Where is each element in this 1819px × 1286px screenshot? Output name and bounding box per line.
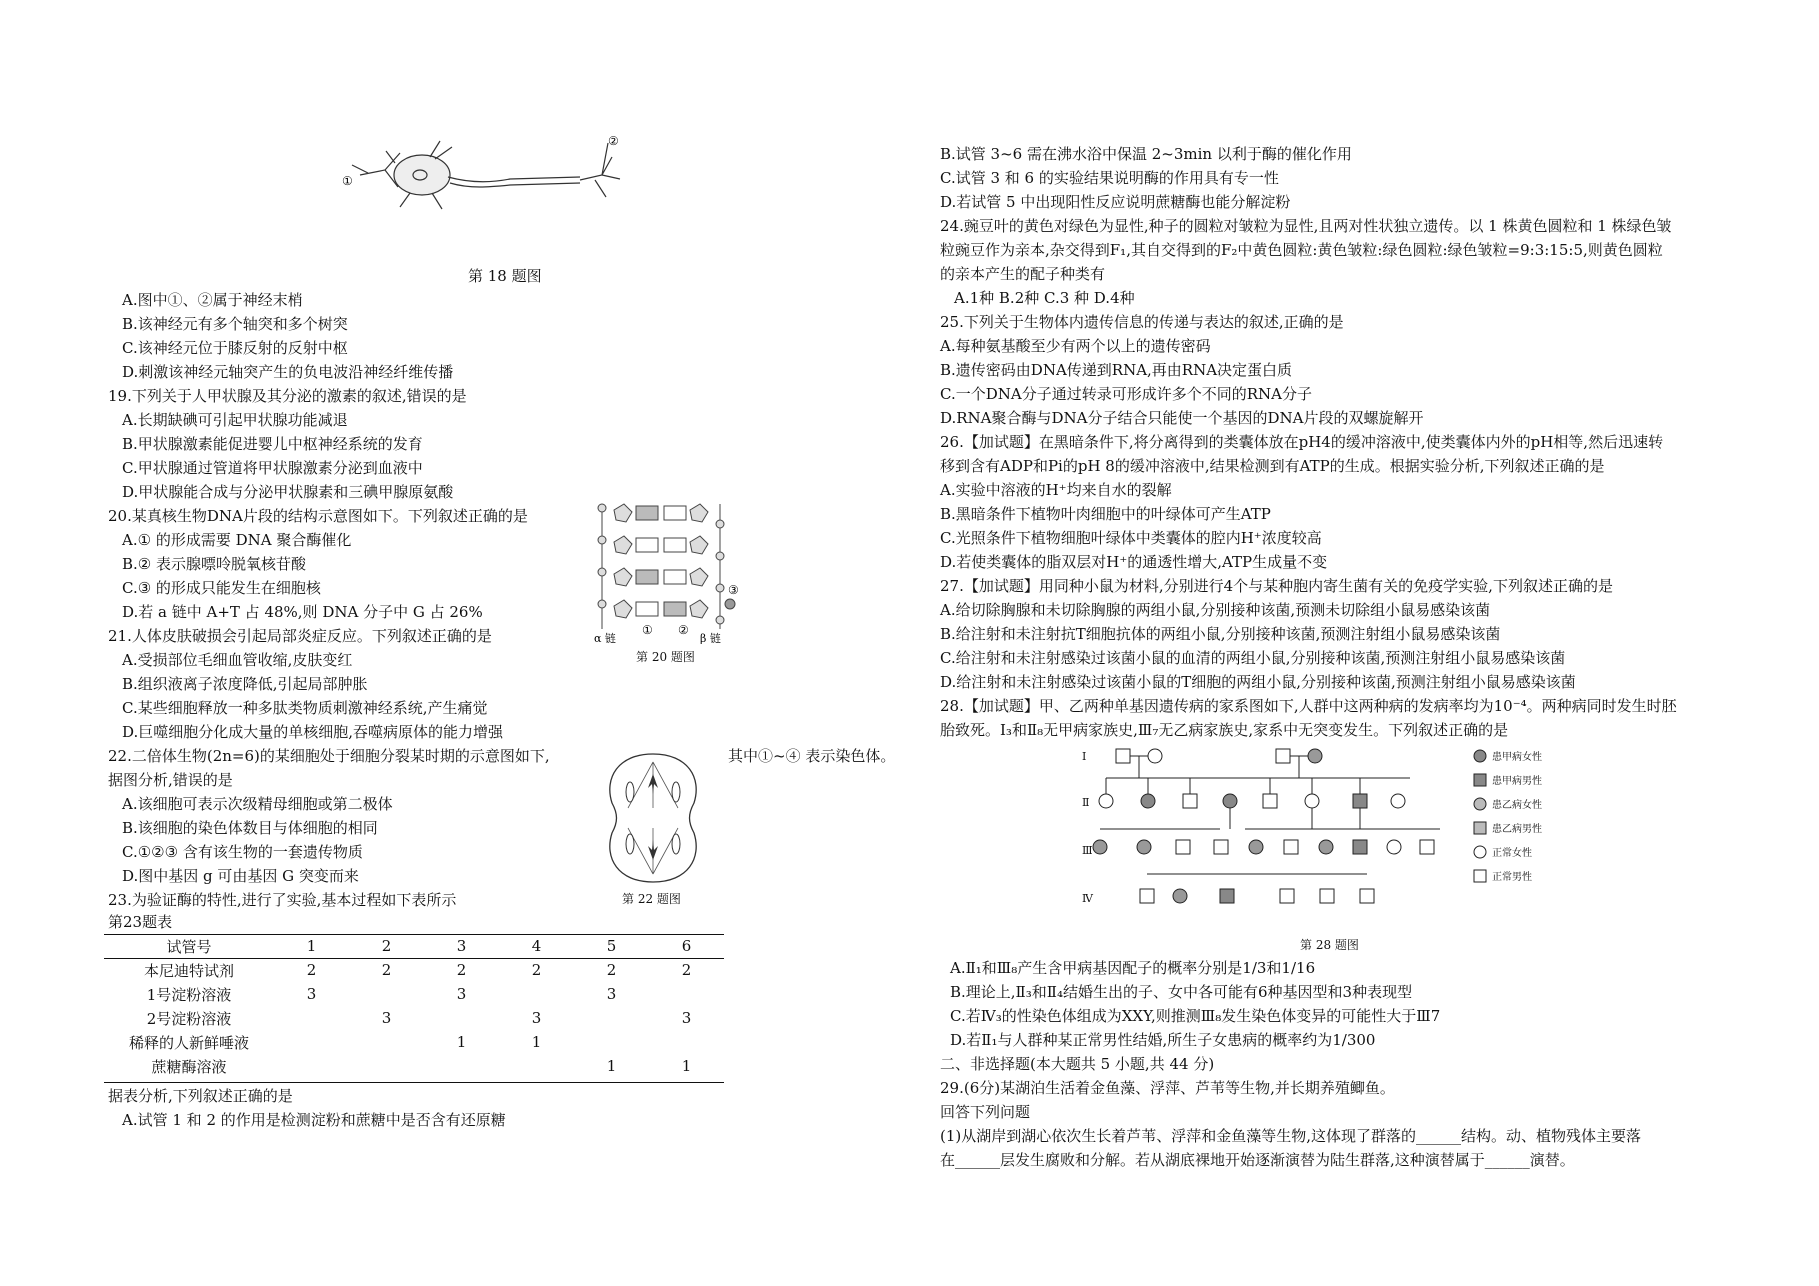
reagent-table — [104, 934, 724, 1078]
right-line: 粒豌豆作为亲本,杂交得到F₁,其自交得到的F₂中黄色圆粒:黄色皱粒:绿色圆粒:绿色皱粒=9:3:15:5,则黄色圆粒 — [940, 241, 1663, 259]
table-cell: 1 — [606, 1057, 617, 1075]
table-cell: 3 — [456, 985, 467, 1003]
header-cell: 5 — [606, 937, 617, 955]
table-cell: 3 — [381, 1009, 392, 1027]
right-line: (1)从湖岸到湖心依次生长着芦苇、浮萍和金鱼藻等生物,这体现了群落的______结构。动、植物残体主要落 — [940, 1127, 1642, 1145]
right-line: 28.【加试题】甲、乙两种单基因遗传病的家系图如下,人群中这两种病的发病率均为10⁻⁴。两种病同时发生时胚 — [940, 697, 1677, 715]
label-c2: ② — [678, 623, 689, 637]
right-line: 26.【加试题】在黑暗条件下,将分离得到的类囊体放在pH4的缓冲溶液中,使类囊体内外的pH相等,然后迅速转 — [940, 433, 1664, 451]
pedigree-figure — [1080, 744, 1560, 934]
fig18-caption: 第 18 题图 — [468, 267, 542, 285]
table-cell: 3 — [531, 1009, 542, 1027]
q18-option-a: A.图中①、②属于神经末梢 — [122, 291, 303, 309]
q22-option-b: B.该细胞的染色体数目与体细胞的相同 — [122, 819, 378, 837]
table-row — [104, 1054, 724, 1078]
right-line: D.若Ⅱ₁与人群种某正常男性结婚,所生子女患病的概率约为1/300 — [950, 1031, 1376, 1049]
q22-option-c: C.①②③ 含有该生物的一套遗传物质 — [122, 843, 363, 861]
table-row — [104, 958, 724, 982]
q21-option-a: A.受损部位毛细血管收缩,皮肤变红 — [122, 651, 353, 669]
header-cell: 2 — [381, 937, 392, 955]
table-cell — [349, 982, 424, 1006]
header-cell: 3 — [456, 937, 467, 955]
right-line: D.RNA聚合酶与DNA分子结合只能使一个基因的DNA片段的双螺旋解开 — [940, 409, 1424, 427]
table-cell — [574, 1006, 649, 1030]
right-line: B.黑暗条件下植物叶肉细胞中的叶绿体可产生ATP — [940, 505, 1271, 523]
table-cell: 2 — [381, 961, 392, 979]
neuron-figure — [340, 135, 660, 215]
header-cell: 4 — [531, 937, 542, 955]
fig28-caption: 第 28 题图 — [1300, 938, 1359, 952]
legend-b-male: 患乙病男性 — [1492, 824, 1542, 835]
q21-option-b: B.组织液离子浓度降低,引起局部肿胀 — [122, 675, 368, 693]
q19-option-a: A.长期缺碘可引起甲状腺功能减退 — [122, 411, 348, 429]
table-row — [104, 1006, 724, 1030]
q19-stem: 19.下列关于人甲状腺及其分泌的激素的叙述,错误的是 — [108, 387, 467, 405]
header-cell: 6 — [681, 937, 692, 955]
gen-label-2: Ⅱ — [1082, 796, 1090, 809]
right-line: 胎致死。Ⅰ₃和Ⅱ₈无甲病家族史,Ⅲ₇无乙病家族史,家系中无突变发生。下列叙述正确的是 — [940, 721, 1509, 739]
q21-option-d: D.巨噬细胞分化成大量的单核细胞,吞噬病原体的能力增强 — [122, 723, 504, 741]
table-cell: 1 — [681, 1057, 692, 1075]
right-line: 在______层发生腐败和分解。若从湖底裸地开始逐渐演替为陆生群落,这种演替属于______演替。 — [940, 1151, 1575, 1169]
q20-option-a: A.① 的形成需要 DNA 聚合酶催化 — [122, 531, 352, 549]
dna-figure — [592, 494, 742, 644]
table-cell: 1 — [531, 1033, 542, 1051]
right-line: B.理论上,Ⅱ₃和Ⅱ₄结婚生出的子、女中各可能有6种基因型和3种表现型 — [950, 983, 1413, 1001]
q23-after-stem: 据表分析,下列叙述正确的是 — [108, 1087, 293, 1105]
legend-b-female: 患乙病女性 — [1492, 800, 1542, 811]
right-line: C.给注射和未注射感染过该菌小鼠的血清的两组小鼠,分别接种该菌,预测注射组小鼠易感染该菌 — [940, 649, 1566, 667]
label-c1: ① — [642, 623, 653, 637]
right-line: C.光照条件下植物细胞叶绿体中类囊体的腔内H⁺浓度较高 — [940, 529, 1322, 547]
right-line: A.1种 B.2种 C.3 种 D.4种 — [954, 289, 1135, 307]
table-cell — [649, 982, 724, 1006]
table-row — [104, 982, 724, 1006]
table-cell — [349, 1054, 424, 1078]
q20-option-c: C.③ 的形成只能发生在细胞核 — [122, 579, 321, 597]
alpha-strand-label: α 链 — [594, 632, 616, 644]
right-line: B.给注射和未注射抗T细胞抗体的两组小鼠,分别接种该菌,预测注射组小鼠易感染该菌 — [940, 625, 1501, 643]
q18-option-d: D.刺激该神经元轴突产生的负电波沿神经纤维传播 — [122, 363, 454, 381]
q22-stem-a: 22.二倍体生物(2n=6)的某细胞处于细胞分裂某时期的示意图如下, — [108, 747, 550, 765]
right-line: 29.(6分)某湖泊生活着金鱼藻、浮萍、芦苇等生物,并长期养殖鲫鱼。 — [940, 1079, 1395, 1097]
table-cell: 2 — [531, 961, 542, 979]
right-line: D.若使类囊体的脂双层对H⁺的通透性增大,ATP生成量不变 — [940, 553, 1328, 571]
table-cell: 蔗糖酶溶液 — [151, 1057, 227, 1076]
table-cell — [274, 1054, 349, 1078]
q22-prompt: 据图分析,错误的是 — [108, 771, 233, 789]
table-cell: 2 — [606, 961, 617, 979]
table-cell — [649, 1030, 724, 1054]
legend-a-female: 患甲病女性 — [1492, 752, 1542, 763]
q22-stem-b: 其中①~④ 表示染色体。 — [728, 747, 896, 765]
table-cell: 2 — [306, 961, 317, 979]
table-cell — [574, 1030, 649, 1054]
table-cell — [274, 1030, 349, 1054]
right-line: B.试管 3~6 需在沸水浴中保温 2~3min 以利于酶的催化作用 — [940, 145, 1352, 163]
right-line: C.若Ⅳ₃的性染色体组成为XXY,则推测Ⅲ₈发生染色体变异的可能性大于Ⅲ7 — [950, 1007, 1441, 1025]
gen-label-1: Ⅰ — [1082, 750, 1087, 763]
q18-option-c: C.该神经元位于膝反射的反射中枢 — [122, 339, 348, 357]
legend-a-male: 患甲病男性 — [1492, 776, 1542, 787]
table-cell — [349, 1030, 424, 1054]
q19-option-c: C.甲状腺通过管道将甲状腺激素分泌到血液中 — [122, 459, 423, 477]
q21-stem: 21.人体皮肤破损会引起局部炎症反应。下列叙述正确的是 — [108, 627, 492, 645]
table-title: 第23题表 — [108, 913, 173, 931]
right-line: A.Ⅱ₁和Ⅲ₈产生含甲病基因配子的概率分别是1/3和1/16 — [950, 959, 1316, 977]
table-cell: 3 — [606, 985, 617, 1003]
table-cell: 本尼迪特试剂 — [143, 961, 234, 980]
right-line: A.实验中溶液的H⁺均来自水的裂解 — [940, 481, 1172, 499]
table-cell: 2号淀粉溶液 — [146, 1009, 232, 1028]
table-cell: 1号淀粉溶液 — [146, 985, 232, 1004]
q20-option-d: D.若 a 链中 A+T 占 48%,则 DNA 分子中 G 占 26% — [122, 603, 483, 621]
table-cell: 1 — [456, 1033, 467, 1051]
gen-label-3: Ⅲ — [1082, 844, 1093, 857]
right-line: D.若试管 5 中出现阳性反应说明蔗糖酶也能分解淀粉 — [940, 193, 1291, 211]
table-bottom-rule — [104, 1082, 724, 1083]
beta-strand-label: β 链 — [700, 632, 721, 644]
table-header-row — [104, 934, 724, 958]
q20-stem: 20.某真核生物DNA片段的结构示意图如下。下列叙述正确的是 — [108, 507, 528, 525]
q22-option-a: A.该细胞可表示次级精母细胞或第二极体 — [122, 795, 393, 813]
right-line: C.一个DNA分子通过转录可形成许多个不同的RNA分子 — [940, 385, 1312, 403]
table-cell: 稀释的人新鲜唾液 — [128, 1033, 249, 1052]
q23-stem: 23.为验证酶的特性,进行了实验,基本过程如下表所示 — [108, 891, 457, 909]
right-line: 二、非选择题(本大题共 5 小题,共 44 分) — [940, 1055, 1215, 1073]
fig20-caption: 第 20 题图 — [636, 650, 695, 664]
table-cell — [274, 1006, 349, 1030]
label-c3: ③ — [728, 583, 739, 597]
fig22-caption: 第 22 题图 — [622, 892, 681, 906]
table-cell — [499, 1054, 574, 1078]
label-2: ② — [608, 135, 619, 148]
right-line: A.给切除胸腺和未切除胸腺的两组小鼠,分别接种该菌,预测未切除组小鼠易感染该菌 — [940, 601, 1491, 619]
right-line: 27.【加试题】用同种小鼠为材料,分别进行4个与某种胞内寄生菌有关的免疫学实验,下列叙述正确的是 — [940, 577, 1613, 595]
table-cell — [424, 1006, 499, 1030]
right-line: 回答下列问题 — [940, 1103, 1031, 1121]
right-line: A.每种氨基酸至少有两个以上的遗传密码 — [940, 337, 1211, 355]
label-1: ① — [342, 174, 353, 188]
q19-option-d: D.甲状腺能合成与分泌甲状腺素和三碘甲腺原氨酸 — [122, 483, 454, 501]
table-cell: 3 — [681, 1009, 692, 1027]
right-line: 移到含有ADP和Pi的pH 8的缓冲溶液中,结果检测到有ATP的生成。根据实验分析,下列叙述正确的是 — [940, 457, 1605, 475]
table-cell: 2 — [681, 961, 692, 979]
q21-option-c: C.某些细胞释放一种多肽类物质刺激神经系统,产生痛觉 — [122, 699, 488, 717]
table-cell — [424, 1054, 499, 1078]
right-line: 24.豌豆叶的黄色对绿色为显性,种子的圆粒对皱粒为显性,且两对性状独立遗传。以 1 株黄色圆粒和 1 株绿色皱 — [940, 217, 1672, 235]
legend-normal-male: 正常男性 — [1492, 872, 1532, 883]
q20-option-b: B.② 表示腺嘌呤脱氧核苷酸 — [122, 555, 307, 573]
gen-label-4: Ⅳ — [1082, 892, 1093, 905]
cell-division-figure — [598, 748, 708, 888]
q18-option-b: B.该神经元有多个轴突和多个树突 — [122, 315, 348, 333]
right-line: 25.下列关于生物体内遗传信息的传递与表达的叙述,正确的是 — [940, 313, 1344, 331]
table-cell: 2 — [456, 961, 467, 979]
q22-option-d: D.图中基因 g 可由基因 G 突变而来 — [122, 867, 359, 885]
table-row — [104, 1030, 724, 1054]
header-cell: 试管号 — [166, 937, 212, 956]
right-line: B.遗传密码由DNA传递到RNA,再由RNA决定蛋白质 — [940, 361, 1293, 379]
table-cell: 3 — [306, 985, 317, 1003]
legend-normal-female: 正常女性 — [1492, 848, 1532, 859]
right-line: D.给注射和未注射感染过该菌小鼠的T细胞的两组小鼠,分别接种该菌,预测注射组小鼠易感染该菌 — [940, 673, 1576, 691]
right-line: C.试管 3 和 6 的实验结果说明酶的作用具有专一性 — [940, 169, 1279, 187]
right-line: 的亲本产生的配子种类有 — [940, 265, 1106, 283]
q23-option-a: A.试管 1 和 2 的作用是检测淀粉和蔗糖中是否含有还原糖 — [122, 1111, 506, 1129]
header-cell: 1 — [306, 937, 317, 955]
q19-option-b: B.甲状腺激素能促进婴儿中枢神经系统的发育 — [122, 435, 423, 453]
table-cell — [499, 982, 574, 1006]
